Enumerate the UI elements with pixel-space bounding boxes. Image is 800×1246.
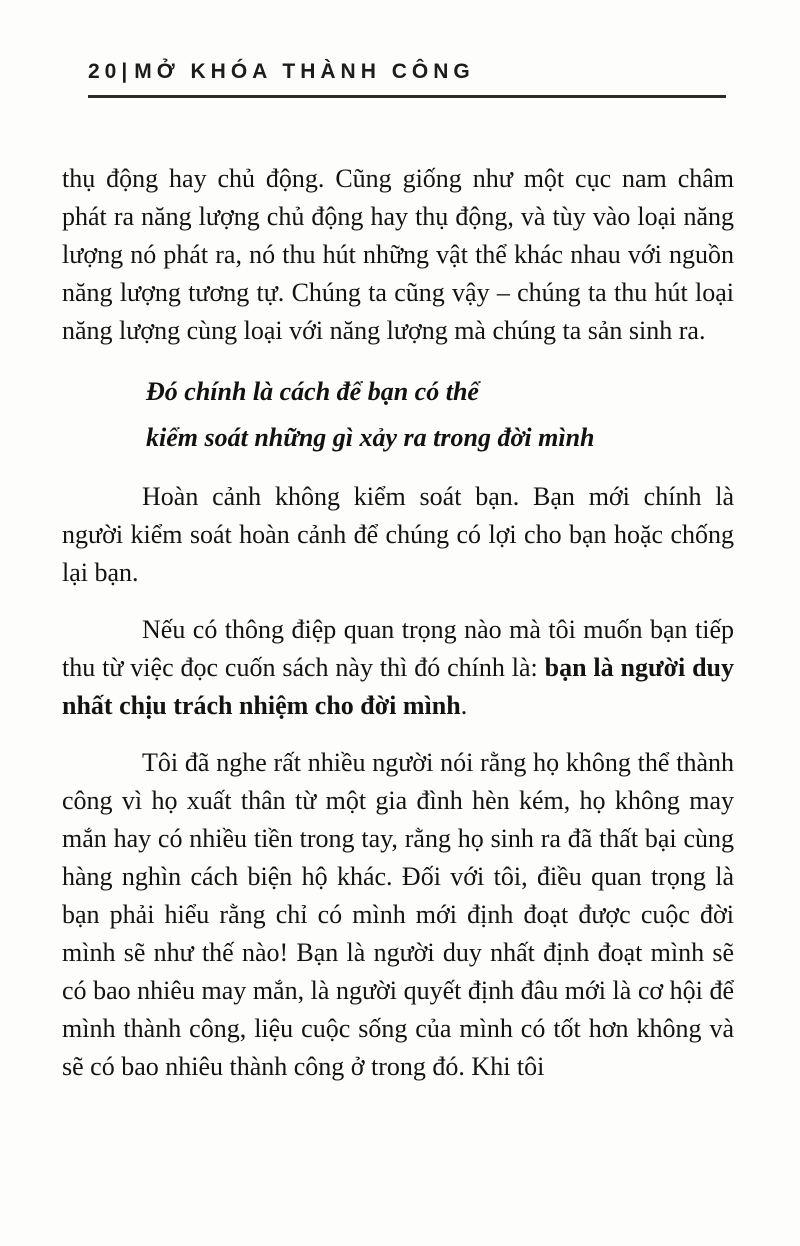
paragraph-3-period: . — [460, 691, 468, 720]
header-separator: | — [121, 60, 133, 83]
page-body — [62, 160, 734, 1105]
paragraph-1: thụ động hay chủ động. Cũng giống như một cục nam châm phát ra năng lượng chủ động hay thụ động, và tùy vào loại năng lượng nó phát ra, nó thu hút những vật thể khác nhau với nguồn năng lượng tương tự. Chúng ta cũng vậy – chúng ta thu hút loại năng lượng cùng loại với năng lượng mà chúng ta sản sinh ra. — [62, 164, 734, 345]
book-title: MỞ KHÓA THÀNH CÔNG — [134, 60, 475, 83]
paragraph-4: Tôi đã nghe rất nhiều người nói rằng họ không thể thành công vì họ xuất thân từ một gia đình hèn kém, họ không may mắn hay có nhiều tiền trong tay, rằng họ sinh ra đã thất bại cùng hàng nghìn cách biện hộ khác. Đối với tôi, điều quan trọng là bạn phải hiểu rằng chỉ có mình mới định đoạt được cuộc đời mình sẽ như thế nào! Bạn là người duy nhất định đoạt mình sẽ có bao nhiêu may mắn, là người quyết định đâu mới là cơ hội để mình thành công, liệu cuộc sống của mình có tốt hơn không và sẽ có bao nhiêu thành công ở trong đó. Khi tôi — [62, 748, 734, 1081]
page-number: 20 — [88, 60, 122, 83]
paragraph-2: Hoàn cảnh không kiểm soát bạn. Bạn mới chính là người kiểm soát hoàn cảnh để chúng có lợi cho bạn hoặc chống lại bạn. — [62, 482, 734, 587]
paragraph-3-bold: bạn là người duy nhất chịu trách nhiệm cho đời mình — [62, 653, 735, 720]
pull-quote — [146, 369, 734, 461]
paragraph-3-normal: Nếu có thông điệp quan trọng nào mà tôi muốn bạn tiếp thu từ việc đọc cuốn sách này thì đó chính là: — [62, 615, 734, 682]
paragraph-3 — [62, 611, 734, 725]
pull-quote-line-2: kiểm soát những gì xảy ra trong đời mình — [146, 423, 595, 452]
pull-quote-line-1: Đó chính là cách để bạn có thể — [146, 377, 479, 406]
page-header — [88, 60, 726, 98]
